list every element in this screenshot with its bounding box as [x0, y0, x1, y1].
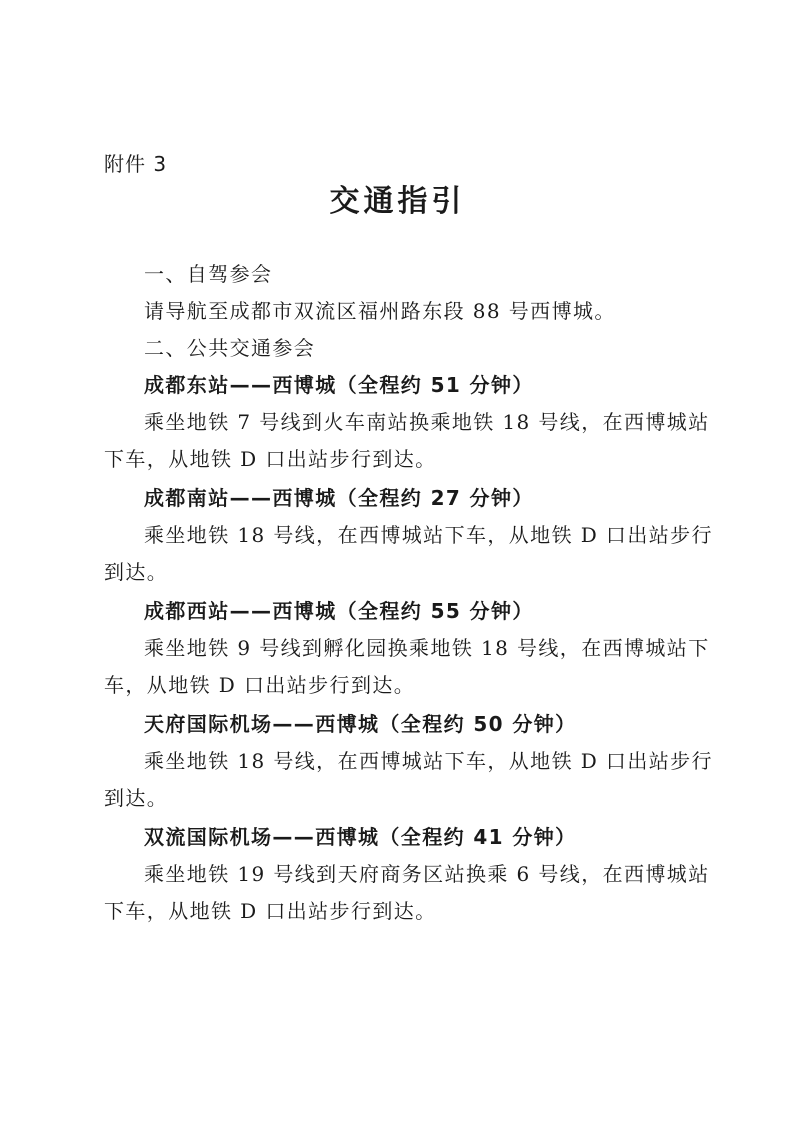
- route-block: [104, 706, 713, 817]
- route-text-line: 乘坐地铁 9 号线到孵化园换乘地铁 18 号线，在西博城站下: [144, 636, 710, 660]
- route-heading: 成都东站——西博城（全程约 51 分钟）: [144, 373, 534, 397]
- route-heading: 成都南站——西博城（全程约 27 分钟）: [144, 486, 534, 510]
- document-body: [104, 256, 713, 930]
- route-text-line: 乘坐地铁 18 号线，在西博城站下车，从地铁 D 口出站步行: [144, 749, 713, 773]
- section-heading-self-drive: 一、自驾参会: [144, 262, 273, 286]
- route-text-line: 乘坐地铁 19 号线到天府商务区站换乘 6 号线，在西博城站: [144, 862, 710, 886]
- route-heading: 成都西站——西博城（全程约 55 分钟）: [144, 599, 534, 623]
- route-text-line: 乘坐地铁 18 号线，在西博城站下车，从地铁 D 口出站步行: [144, 523, 713, 547]
- self-drive-text: 请导航至成都市双流区福州路东段 88 号西博城。: [144, 299, 616, 323]
- route-text-line: 下车，从地铁 D 口出站步行到达。: [104, 447, 437, 471]
- route-block: [104, 367, 710, 478]
- page-title: 交通指引: [329, 184, 466, 219]
- route-text-line: 到达。: [104, 786, 169, 810]
- route-text-line: 到达。: [104, 560, 169, 584]
- route-heading: 天府国际机场——西博城（全程约 50 分钟）: [144, 712, 577, 736]
- route-text-line: 下车，从地铁 D 口出站步行到达。: [104, 899, 437, 923]
- route-heading: 双流国际机场——西博城（全程约 41 分钟）: [144, 825, 577, 849]
- route-block: [104, 819, 710, 930]
- route-block: [104, 480, 713, 591]
- section-heading-public-transport: 二、公共交通参会: [144, 336, 316, 360]
- route-text-line: 乘坐地铁 7 号线到火车南站换乘地铁 18 号线，在西博城站: [144, 410, 710, 434]
- route-block: [104, 593, 710, 704]
- attachment-label: 附件 3: [104, 152, 168, 176]
- route-text-line: 车，从地铁 D 口出站步行到达。: [104, 673, 416, 697]
